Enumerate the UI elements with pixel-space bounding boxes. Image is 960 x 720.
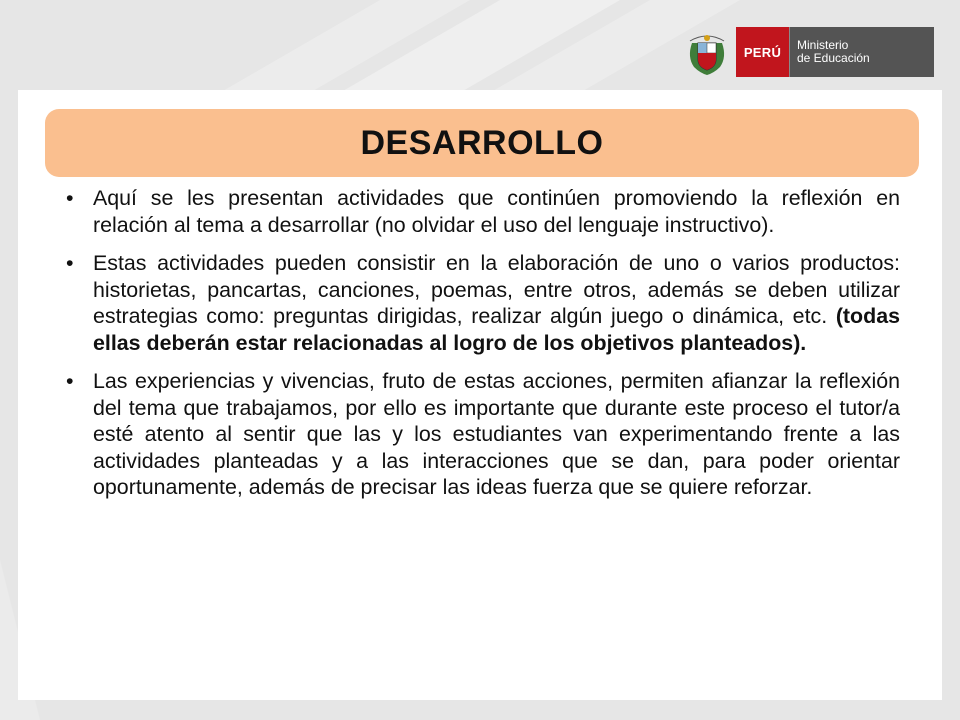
- bullet-marker: •: [66, 369, 74, 393]
- ministry-line-2: de Educación: [797, 51, 870, 65]
- bullet-text-2: Estas actividades pueden consistir en la elaboración de uno o varios productos: historietas, pancartas, canciones, poemas, entre otros, además se deben utilizar estrategias como: preguntas dirigidas, realizar algún juego o dinámica, etc.: [93, 251, 900, 328]
- slide-content: [66, 185, 900, 513]
- coat-of-arms-icon: [684, 27, 730, 77]
- title-bar: [45, 109, 919, 177]
- bullet-text-2-bold: (todas ellas deberán estar relacionadas al logro de los objetivos planteados).: [93, 304, 900, 355]
- bullet-text-3: Las experiencias y vivencias, fruto de estas acciones, permiten afianzar la reflexión del tema que trabajamos, por ello es importante que durante este proceso el tutor/a esté atento al sentir que las y los estudiantes van experimentando frente a las actividades planteadas y a las interacciones que se dan, para poder orientar oportunamente, además de precisar las ideas fuerza que se quiere reforzar.: [93, 369, 900, 499]
- bullet-text-1: Aquí se les presentan actividades que continúen promoviendo la reflexión en relación al tema a desarrollar (no olvidar el uso del lenguaje instructivo).: [93, 186, 900, 237]
- bullet-item-2: [66, 250, 900, 356]
- slide-title: DESARROLLO: [360, 123, 604, 162]
- peru-label-box: [736, 27, 789, 77]
- ministry-line-1: Ministerio: [797, 38, 849, 52]
- ministry-logo: [684, 27, 934, 77]
- bullet-item-3: [66, 368, 900, 501]
- ministry-label-box: [789, 27, 934, 77]
- bullet-item-1: [66, 185, 900, 238]
- peru-label: PERÚ: [743, 44, 782, 60]
- bullet-marker: •: [66, 186, 74, 210]
- bullet-marker: •: [66, 251, 74, 275]
